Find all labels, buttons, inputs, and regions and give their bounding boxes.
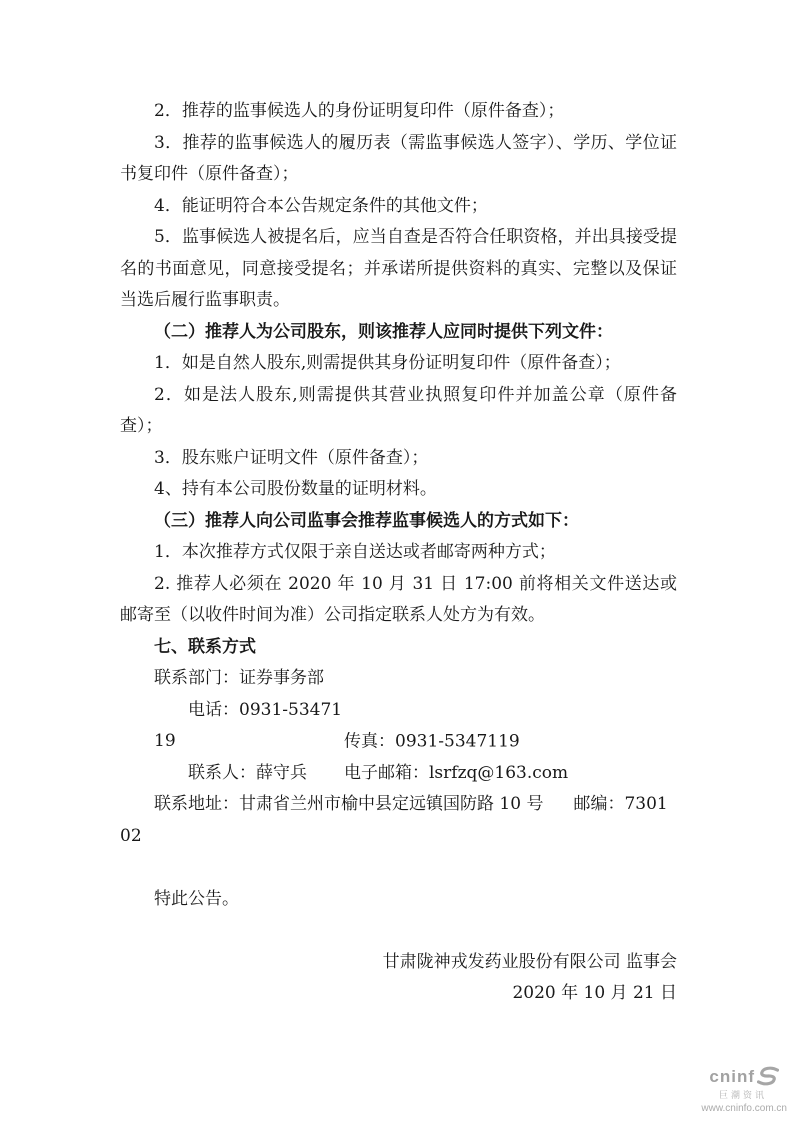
list-item-identity-copy: 2．推荐的监事候选人的身份证明复印件（原件备查）；: [154, 101, 565, 121]
list-item-share-quantity-proof: 4、持有本公司股份数量的证明材料。: [154, 479, 437, 499]
blank-line: [120, 852, 677, 884]
contact-person: 联系人：薛守兵: [188, 762, 307, 783]
blank-line: [120, 915, 677, 947]
section-heading-recommendation-method: （三）推荐人向公司监事会推荐监事候选人的方式如下：: [154, 510, 579, 531]
list-item-deadline: 2. 推荐人必须在 2020 年 10 月 31 日 17:00 前将相关文件送达或邮寄至（以收件时间为准）公司指定联系人处方为有效。: [120, 573, 677, 625]
list-item-resume-diploma: 3．推荐的监事候选人的履历表（需监事候选人签字）、学历、学位证书复印件（原件备查）；: [120, 132, 677, 184]
list-item-legal-person: 2．如是法人股东,则需提供其营业执照复印件并加盖公章（原件备查）；: [120, 384, 677, 436]
signature-company: 甘肃陇神戎发药业股份有限公司 监事会: [382, 951, 677, 972]
cninfo-chinese-name: 巨潮资讯: [718, 1090, 767, 1101]
signature-date: 2020 年 10 月 21 日: [512, 983, 677, 1003]
cninfo-url: www.cninfo.com.cn: [701, 1103, 787, 1114]
contact-phone-row: [120, 695, 677, 758]
cninfo-watermark: [701, 1066, 789, 1114]
contact-department: 联系部门：证券事务部: [154, 668, 324, 688]
contact-person-row: [120, 758, 677, 790]
cninfo-brand-row: [701, 1066, 789, 1091]
contact-postal-code: 邮编：730102: [120, 794, 668, 846]
contact-email: 电子邮箱：lsrfzq@163.com: [344, 762, 569, 783]
closing-statement: 特此公告。: [154, 888, 239, 909]
list-item-self-check: 5．监事候选人被提名后，应当自查是否符合任职资格，并出具接受提名的书面意见，同意接受提名；并承诺所提供资料的真实、完整以及保证当选后履行监事职责。: [120, 227, 677, 310]
section-heading-contact: 七、联系方式: [154, 636, 256, 657]
contact-phone: 电话：0931-5347119: [154, 699, 343, 751]
cninfo-swirl-icon: [757, 1066, 779, 1091]
section-heading-shareholder-documents: （二）推荐人为公司股东，则该推荐人应同时提供下列文件：: [154, 321, 613, 342]
list-item-natural-person: 1．如是自然人股东,则需提供其身份证明复印件（原件备查）；: [154, 353, 621, 373]
cninfo-brand-text: cninf: [709, 1067, 755, 1087]
list-item-account-proof: 3．股东账户证明文件（原件备查）；: [154, 447, 429, 468]
contact-address: 联系地址：甘肃省兰州市榆中县定远镇国防路 10 号: [154, 794, 544, 814]
contact-fax: 传真：0931-5347119: [344, 731, 520, 751]
contact-address-row: [120, 789, 677, 852]
list-item-other-documents: 4．能证明符合本公告规定条件的其他文件；: [154, 195, 488, 216]
list-item-delivery-methods: 1．本次推荐方式仅限于亲自送达或者邮寄两种方式；: [154, 542, 556, 562]
